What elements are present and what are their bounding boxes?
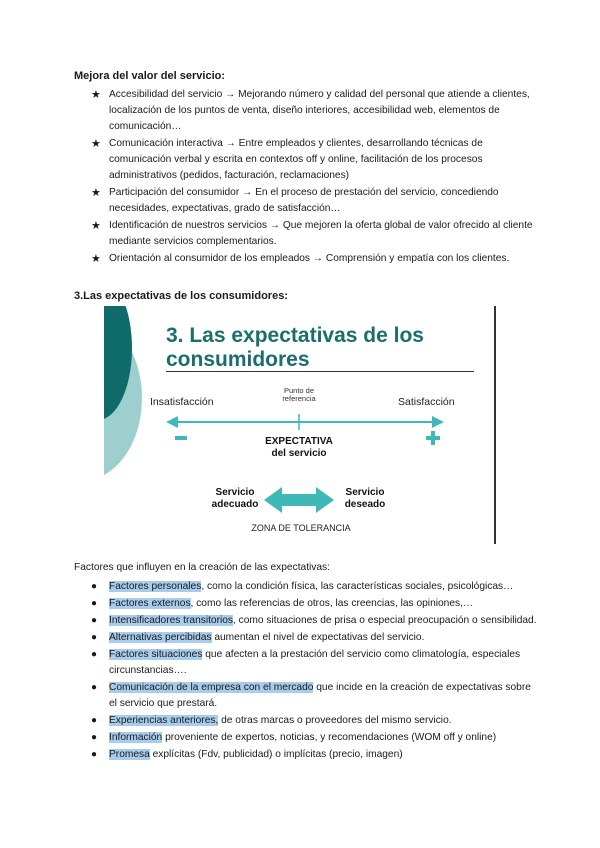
satisfaccion-label: Satisfacción bbox=[398, 396, 455, 408]
list-item: ● Alternativas percibidas aumentan el nivel de expectativas del servicio. bbox=[0, 630, 600, 646]
slide-title-divider bbox=[166, 371, 474, 372]
right-arrowhead-icon bbox=[432, 416, 444, 428]
list-item: ● Factores personales, como la condición física, las características sociales, psicológicas… bbox=[0, 579, 600, 595]
del-servicio-label: del servicio bbox=[271, 448, 327, 459]
expectativa-label: EXPECTATIVA bbox=[265, 436, 333, 447]
minus-icon bbox=[175, 436, 187, 440]
list-item: ● Intensificadores transitorios, como situaciones de prisa o especial preocupación o sensibilidad. bbox=[0, 613, 600, 629]
bullet-icon: ● bbox=[91, 632, 98, 643]
bullet-icon: ● bbox=[91, 581, 98, 592]
servicio-deseado-label-2: deseado bbox=[344, 499, 386, 510]
factors-intro: Factores que influyen en la creación de las expectativas: bbox=[74, 562, 330, 573]
bullet-icon: ● bbox=[91, 715, 98, 726]
zona-tolerancia-label: ZONA DE TOLERANCIA bbox=[251, 523, 351, 533]
bullet-icon: ● bbox=[91, 682, 98, 693]
star-bullet-icon: ★ bbox=[91, 220, 101, 232]
slide-image bbox=[104, 306, 496, 544]
list-item: ★ Participación del consumidor → En el proceso de prestación del servicio, concediendo necesidades, expectativas, grado de satisfacción… bbox=[91, 187, 499, 214]
section-title-mejora: Mejora del valor del servicio: bbox=[74, 70, 226, 82]
list-item: ● Comunicación de la empresa con el mercado que incide en la creación de expectativas sobre el servicio que prestará. bbox=[91, 682, 531, 709]
list-item: ● Promesa explícitas (Fdv, publicidad) o implícitas (precio, imagen) bbox=[0, 747, 600, 763]
tolerance-double-arrow-icon bbox=[264, 487, 334, 513]
bullet-icon: ● bbox=[91, 732, 98, 743]
servicio-adecuado-label-1: Servicio bbox=[215, 487, 255, 498]
list-item: ● Información proveniente de expertos, noticias, y recomendaciones (WOM off y online) bbox=[0, 730, 600, 746]
plus-icon-vertical bbox=[431, 431, 435, 445]
star-bullet-icon: ★ bbox=[91, 253, 101, 265]
bullet-icon: ● bbox=[91, 615, 98, 626]
list-item: ● Factores situaciones que afecten a la prestación del servicio como climatología, especiales circunstancias…. bbox=[91, 649, 521, 676]
section-title-expectativas: 3.Las expectativas de los consumidores: bbox=[74, 290, 288, 302]
servicio-deseado-label-1: Servicio bbox=[345, 487, 385, 498]
bullet-icon: ● bbox=[91, 749, 98, 760]
list-item: ● Factores externos, como las referencias de otros, las creencias, las opiniones,… bbox=[0, 596, 600, 612]
bullet-icon: ● bbox=[91, 649, 98, 660]
list-item: ★ Identificación de nuestros servicios → Que mejoren la oferta global de valor ofrecido al cliente mediante servicios complementarios. bbox=[91, 220, 533, 247]
slide-title: 3. Las expectativas de los consumidores bbox=[166, 324, 424, 371]
insatisfaccion-label: Insatisfacción bbox=[150, 396, 214, 408]
list-item: ★ Orientación al consumidor de los empleados → Comprensión y empatía con los clientes. bbox=[91, 253, 510, 265]
factors-list bbox=[0, 579, 600, 764]
list-item: ★ Accesibilidad del servicio → Mejorando número y calidad del personal que atiende a clientes, localización de los puntos de venta, diseño interiores, accesibilidad web, elementos de comunicación… bbox=[91, 89, 530, 132]
left-arrowhead-icon bbox=[166, 416, 178, 428]
star-bullet-icon: ★ bbox=[91, 138, 101, 150]
star-bullet-icon: ★ bbox=[91, 89, 101, 101]
mejora-list bbox=[0, 87, 600, 268]
servicio-adecuado-label-2: adecuado bbox=[211, 499, 259, 510]
list-item: ★ Comunicación interactiva → Entre empleados y clientes, desarrollando técnicas de comunicación verbal y escrita en contextos off y online, facilitación de los procesos administrativos (pedidos, facturación, reclamaciones) bbox=[91, 138, 483, 181]
reference-point-label: Punto de referencia bbox=[282, 386, 316, 403]
list-item: ● Experiencias anteriores, de otras marcas o proveedores del mismo servicio. bbox=[0, 713, 600, 729]
star-bullet-icon: ★ bbox=[91, 187, 101, 199]
bullet-icon: ● bbox=[91, 598, 98, 609]
